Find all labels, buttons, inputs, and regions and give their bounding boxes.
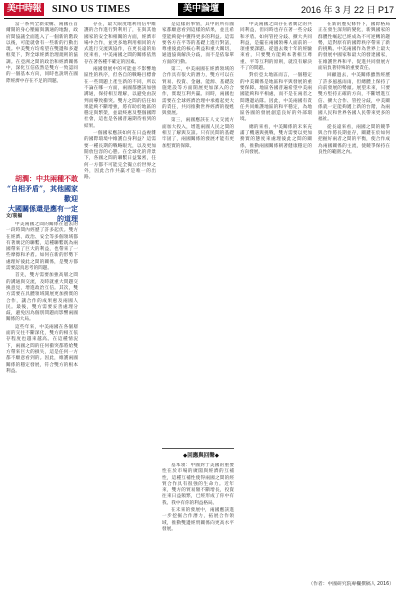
paragraph: 中美兩國之間的關係在過去的一段時間內經歷了許多起伏。雙方在經濟、政治、安全等多個領域都有著廣泛的聯繫，這種聯繫既為兩國帶來了巨大的利益，也帶來了一些摩擦和矛盾。如何在新的形勢下處理好彼此之間的關係，是雙方都需要認真思考的問題。: [6, 222, 78, 272]
title-line-1: 胡潤：中共兩種不敢: [15, 174, 78, 183]
paragraph: 兩國發展中的可能並不影響地區性的秩序，但各自的戰略目標會在一些問題上產生新的不同，所以不論在哪一方面，兩國都應該加強溝通，保持相互理解，以避免由誤判而導致衝突。雙方之間的信任如果能夠不斷增強，將有助於地區的穩定與繁榮，並最終惠及整個國際社會，這也是各國普遍期待看到的結果。: [84, 67, 156, 129]
article-column-1-lower: [6, 222, 78, 586]
article-column-3: [162, 22, 234, 446]
article-column-2: [84, 22, 156, 586]
masthead: [4, 2, 396, 19]
paragraph: 對於亞太地區而言，一個穩定的中美關係是地區和平與發展的重要保障。地區各國普遍希望中美兩國能夠和平相處，而不是在兩者之間選邊站隊。因此，中美兩國有責任共同維護地區的和平穩定，為地區各國的發展創造良好的外部環境。: [240, 73, 312, 123]
paragraph: 在未來的發展中，兩國應該進一步挖掘合作潛力，拓展合作領域，推動雙邊經貿關係向更高水平發展。: [162, 508, 234, 532]
paragraph: 中美兩國之間存在著廣泛的共同利益，但同時也存在著一些分歧和矛盾。如何管控分歧、擴大共同利益，是擺在兩國領導人面前的一項重要課題。從過去幾十年的經驗來看，只要雙方能夠本著相互尊重、平等互利的原則，就沒有解決不了的問題。: [240, 22, 312, 72]
author-note: （作者：中國研究院專欄撰稿人 2016）: [308, 582, 394, 587]
paragraph: 首先，雙方需要加強高層之間的溝通與交流，及時就重大問題交換意見，增進政治互信。其次，雙方需要在具體領域開展更加務實的合作，讓合作的成果惠及兩國人民。最後，雙方需要妥善處理分歧，避免因為個別問題而影響兩國關係的大局。: [6, 273, 78, 323]
section-title: 美中論壇: [178, 3, 224, 16]
paragraph: 在新的歷史條件下，國際格局正在發生深刻的變化，新興國家的群體性崛起已經成為不可逆轉的趨勢，這對原有的國際秩序帶來了新的挑戰。中美兩國作為世界上最大的發展中國家和最大的發達國家，在維護世界和平、促進共同發展方面肩負著特殊的重要責任。: [318, 22, 390, 72]
article-column-4: [240, 22, 312, 586]
sub-heading: ◆回應與回聲◆: [183, 453, 219, 459]
paragraph: 基本領：中國對于美國的重要性在於市場的廣闊與經濟的互補性，這種互補性使得兩國之間的經貿合作具有很強的生命力。近年來，雙方的貿易額不斷增長，投資往來日益頻繁，已經形成了你中有我、我中有你的利益格局。: [162, 463, 234, 506]
newspaper-logo: 美中時報: [4, 3, 44, 16]
paragraph: 總的來看，中美關係的未來充滿了機遇與挑戰，雙方需要以更加務實的態度來處理彼此之間的關係，推動兩國關係朝著健康穩定的方向發展。: [240, 124, 312, 155]
issue-date: 2016 年 3 月 22 日 P17: [300, 5, 394, 15]
paragraph: 一個國家應該如何在日益複雜的國際環境中維護自身利益？這需要一種長期的戰略眼光，以及更加開放包容的心態。在全球化的背景下，各國之間的聯繫日益緊密，任何一方都不可能完全獨立於世界之外，因此合作共贏才是唯一的出路。: [84, 131, 156, 181]
newspaper-name: SINO US TIMES: [52, 4, 131, 15]
article-column-5: [318, 22, 390, 574]
section-divider: [162, 448, 234, 449]
title-line-3: 大國關係還是應有一定的道理: [8, 204, 78, 223]
paragraph: 這些年來，中美兩國在各個層面的交往不斷深化，雙方的相互依存程度也越來越高。在這種情況下，兩國之間的任何衝突都將給雙方帶來巨大的損失，這是任何一方都不願意看到的。因此，維護兩國關係的穩定發展，符合雙方的根本利益。: [6, 324, 78, 374]
article-column-1: [6, 22, 78, 172]
byline: 文/袁福: [6, 214, 23, 219]
paragraph: 當一系列全新架構、兩國在首爾開的身心壓縮與溝通的地點，政府間協議全面進入了一個新的階段以後，可能就會有一些新的行動出現。中美雙方均希望在雙邊和多邊框架下，對全球經濟治理規則的協調。在亞洲之間的政治和經濟關係中，深化互信依然是雙方一致認同的一個基本方向，同時也說明在國際經濟中存在不足的問題。: [6, 22, 78, 84]
paragraph: 第三，兩國應該在人文交流方面加大投入，增進兩國人民之間的相互了解與友誼。只有民間的基礎牢固了，兩國關係的發展才能有更加堅實的保障。: [162, 118, 234, 149]
paragraph: 回顧過去，中美關係雖然經歷了許多風風雨雨，但總體上保持了向前發展的勢頭。展望未來，只要雙方堅持正確的方向，不斷增進互信、擴大合作、管控分歧，中美關係就一定能夠邁上新的台階，為兩國人民和世界各國人民帶來更多的福祉。: [318, 73, 390, 123]
paragraph: 存在，最大限度地利用信中維護的合作進行對利用了，在與其他國家的安全和相關的方面，經濟市場中合作，並更多地利用相同的方式進行交流與協作，在更長遠的角度來看，中美兩國之間的關係依然存在著各種不確定的因素。: [84, 22, 156, 65]
paragraph: 是這樣的事情，其中的所有國家都願意看到這樣的結果，並且希望能夠從中獲得更多的利益。這需要各方在平等的基礎上進行對話，尊重彼此的核心利益和重大關切，通過協商解決分歧，而不是依靠單方面的行動。: [162, 22, 234, 65]
paragraph: 從長遠來看，兩國之間的競爭與合作將長期並存，關鍵在於如何把握好兩者之間的平衡，使合作成為兩國關係的主流，使競爭保持在良性的範圍之內。: [318, 124, 390, 155]
paragraph: 第二，中美兩國在經濟領域的合作具有很大的潛力，雙方可以在貿易、投資、金融、能源、基礎設施建設等方面開展更加深入的合作，實現互利共贏。同時，兩國也需要在全球經濟治理中承擔起更大的責任，共同推動世界經濟的復甦與發展。: [162, 67, 234, 117]
article-column-3-lower: [162, 463, 234, 586]
title-line-2: “自相矛盾”，其他國家歡迎: [6, 184, 78, 203]
